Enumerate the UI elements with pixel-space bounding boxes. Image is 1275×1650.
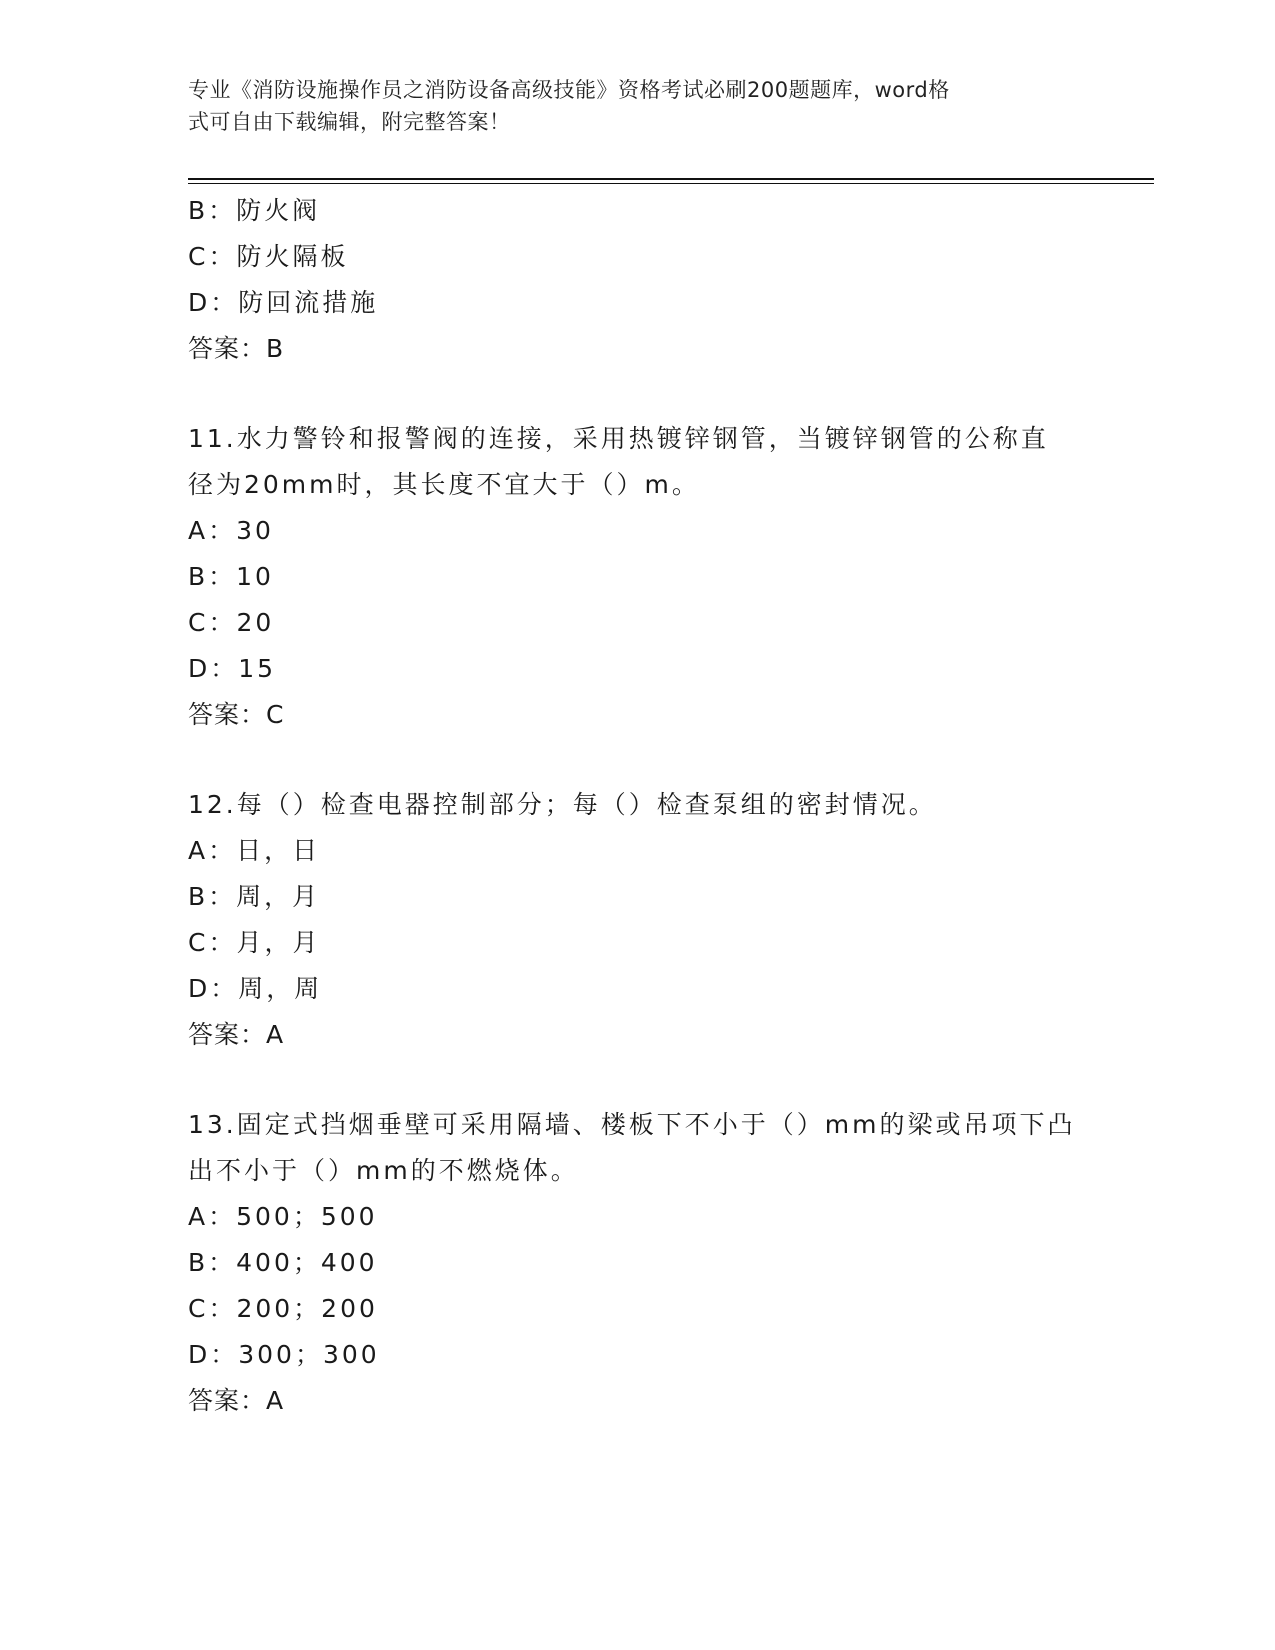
option-d: D：防回流措施 <box>188 288 379 317</box>
option-d: D：300；300 <box>188 1340 380 1369</box>
option-c: C：防火隔板 <box>188 242 349 271</box>
question-text-line-2: 径为20mm时，其长度不宜大于（）m。 <box>188 470 700 499</box>
option-b: B：400；400 <box>188 1248 378 1277</box>
answer-line: 答案：B <box>188 334 285 363</box>
answer-line: 答案：A <box>188 1386 285 1415</box>
option-b: B：防火阀 <box>188 196 321 225</box>
question-text-line-2: 出不小于（）mm的不燃烧体。 <box>188 1156 579 1185</box>
header-divider-thin <box>188 183 1154 184</box>
question-text-line-1: 13.固定式挡烟垂壁可采用隔墙、楼板下不小于（）mm的梁或吊项下凸 <box>188 1110 1076 1139</box>
document-header <box>188 74 1088 138</box>
previous-question-tail <box>188 188 1088 372</box>
option-d: D：周，周 <box>188 974 323 1003</box>
question-list <box>188 188 1088 1424</box>
header-line-1: 专业《消防设施操作员之消防设备高级技能》资格考试必刷200题题库，word格 <box>188 78 950 102</box>
option-b: B：10 <box>188 562 274 591</box>
option-a: A：日，日 <box>188 836 321 865</box>
option-a: A：500；500 <box>188 1202 378 1231</box>
answer-line: 答案：C <box>188 700 285 729</box>
question-11 <box>188 416 1088 738</box>
option-a: A：30 <box>188 516 274 545</box>
option-c: C：月，月 <box>188 928 321 957</box>
question-text-line-1: 11.水力警铃和报警阀的连接，采用热镀锌钢管，当镀锌钢管的公称直 <box>188 424 1049 453</box>
option-b: B：周，月 <box>188 882 321 911</box>
option-c: C：20 <box>188 608 275 637</box>
option-c: C：200；200 <box>188 1294 378 1323</box>
question-12 <box>188 782 1088 1058</box>
question-text-line-1: 12.每（）检查电器控制部分；每（）检查泵组的密封情况。 <box>188 790 937 819</box>
header-divider-thick <box>188 178 1154 180</box>
question-13 <box>188 1102 1088 1424</box>
answer-line: 答案：A <box>188 1020 285 1049</box>
option-d: D：15 <box>188 654 277 683</box>
header-line-2: 式可自由下载编辑，附完整答案！ <box>188 110 511 134</box>
